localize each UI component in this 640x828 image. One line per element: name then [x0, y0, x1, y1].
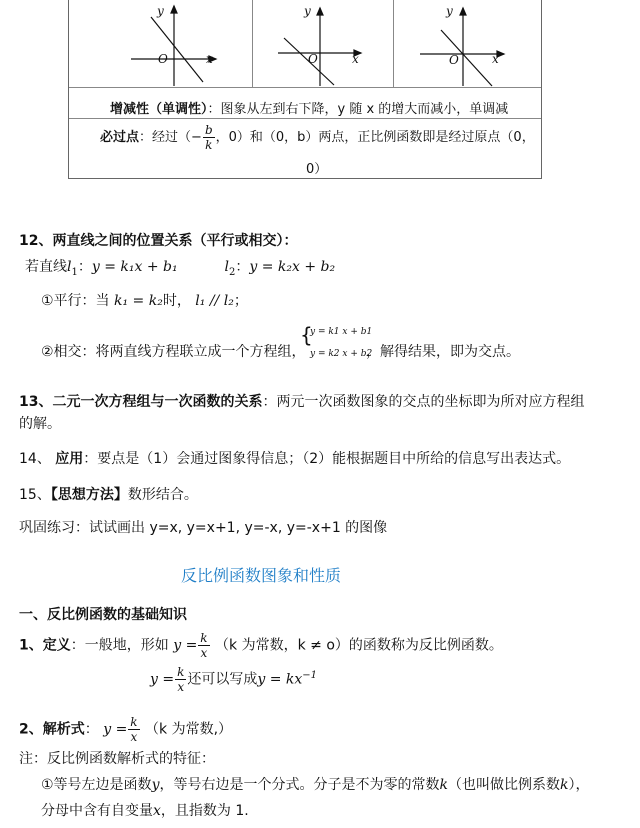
- note-y: y: [151, 777, 160, 793]
- definition-post: 的函数称为反比例函数。: [348, 637, 503, 654]
- section-14: [19, 448, 570, 468]
- origin-label: O: [449, 53, 459, 67]
- alt-exponent: −1: [302, 669, 318, 681]
- line-definitions: 若直线$l_1$：y = k₁x + b₁ $l_2$：y = k₂x + b₂: [25, 259, 336, 278]
- analytic-label: 解析式: [42, 721, 85, 738]
- alt-equation: y = kx: [257, 671, 303, 688]
- section-14-number: 14、: [19, 451, 51, 467]
- alt-y-eq: y =: [150, 671, 175, 688]
- parallel-row: [41, 290, 248, 310]
- note-line1-end: ），: [568, 777, 590, 793]
- section-13-heading: 13、二元一次方程组与一次函数的关系: [19, 394, 263, 410]
- fraction-numerator: b: [204, 123, 213, 137]
- point-end: 0）: [306, 162, 328, 177]
- note-line-2: [41, 800, 249, 820]
- section-15: [19, 484, 198, 504]
- section-12-heading: 12、两直线之间的位置关系（平行或相交）：: [19, 233, 298, 249]
- point-pre: ：经过（: [139, 130, 192, 145]
- point-fraction: [203, 124, 215, 151]
- note-k2: k: [559, 777, 569, 793]
- analytic-fraction: [128, 716, 139, 743]
- origin-label: O: [158, 52, 168, 66]
- note-line1-paren: （也叫做比例系数: [447, 777, 560, 793]
- section-15-text: 数形结合。: [127, 487, 198, 503]
- note-label: 注：反比例函数解析式的特征：: [19, 751, 215, 767]
- note-line2-end: ，且指数为 1.: [160, 803, 249, 819]
- definition-fraction: [198, 632, 209, 659]
- definition-row: [19, 632, 503, 659]
- note-line-1: [41, 774, 589, 794]
- alt-fraction: [175, 666, 186, 693]
- system-brace: {: [300, 323, 313, 347]
- parallel-prefix: ①平行：当: [41, 293, 110, 309]
- line1-equation: y = k₁x + b₁: [91, 259, 178, 275]
- section-14-text: ：要点是（1）会通过图象得信息；（2）能根据题目中所给的信息写出表达式。: [83, 451, 571, 467]
- basics-heading: 一、反比例函数的基础知识: [19, 607, 187, 623]
- analytic-row: [19, 716, 232, 743]
- table-divider: [69, 118, 541, 119]
- l2-symbol: l: [224, 259, 229, 275]
- fraction-denominator: x: [177, 680, 185, 694]
- if-line-text: 若直线: [25, 259, 67, 275]
- section-14-label: 应用: [55, 451, 84, 467]
- fraction-denominator: x: [200, 646, 208, 660]
- intersect-end: ，解得结果，即为交点。: [366, 344, 520, 360]
- analytic-colon: ：: [84, 721, 99, 738]
- section-13-text: ：两元一次函数图象的交点的坐标即为所对应方程组: [262, 394, 585, 410]
- fraction-numerator: k: [200, 631, 208, 645]
- definition-number: 1、: [19, 637, 43, 654]
- section-13-line2: 的解。: [19, 416, 61, 432]
- analytic-condition: （k 为常数,）: [145, 721, 233, 738]
- point-row: [100, 124, 535, 151]
- parallel-condition: k₁ = k₂: [114, 293, 163, 309]
- definition-condition: （k 为常数，k ≠ o）: [215, 637, 349, 654]
- note-x: x: [153, 803, 161, 819]
- fraction-denominator: k: [205, 138, 213, 152]
- alternate-form-row: [150, 666, 317, 693]
- definition-pre: ：一般地，形如: [70, 637, 169, 654]
- section-15-label: 【思想方法】: [50, 487, 128, 503]
- fraction-denominator: x: [130, 730, 138, 744]
- axis-label-y: y: [157, 4, 164, 18]
- monotonic-row: [110, 98, 508, 117]
- page-title: 反比例函数图象和性质: [181, 566, 342, 585]
- origin-label: O: [308, 52, 318, 66]
- section-15-number: 15、: [19, 487, 51, 503]
- section-13-line1: [19, 391, 584, 411]
- parallel-relation: l₁ // l₂: [195, 293, 234, 309]
- point-mid: ，0）和（0，b）两点，正比例函数即是经过原点（0，: [215, 130, 535, 145]
- minus-sign: −: [191, 130, 202, 145]
- fraction-numerator: k: [177, 665, 185, 679]
- axis-label-x: x: [352, 52, 359, 66]
- axis-label-x: x: [206, 52, 213, 66]
- note-line1-pre: ①等号左边是函数: [41, 777, 152, 793]
- intersect-text: ②相交：将两直线方程联立成一个方程组，: [41, 344, 306, 360]
- note-line2-pre: 分母中含有自变量: [41, 803, 153, 819]
- l1-symbol: l: [67, 259, 72, 275]
- line2-equation: y = k₂x + b₂: [249, 259, 336, 275]
- parallel-end: ；: [233, 293, 248, 309]
- alt-text: 还可以写成: [187, 671, 258, 688]
- point-label: 必过点: [100, 130, 140, 145]
- monotonic-label: 增减性（单调性）: [110, 102, 208, 117]
- definition-y-eq: y =: [173, 637, 198, 654]
- monotonic-text: ：图象从左到右下降，y 随 x 的增大而减小，单调减: [207, 102, 509, 117]
- axis-label-x: x: [492, 52, 499, 66]
- analytic-number: 2、: [19, 721, 43, 738]
- note-k: k: [439, 777, 448, 793]
- practice-text: 巩固练习：试试画出 y=x, y=x+1, y=-x, y=-x+1 的图像: [19, 520, 388, 536]
- fraction-numerator: k: [130, 715, 138, 729]
- note-line1-mid: ，等号右边是一个分式。分子是不为零的常数: [159, 777, 440, 793]
- definition-label: 定义: [42, 637, 71, 654]
- system-line-2: y = k2 x + b2: [310, 349, 373, 359]
- analytic-y-eq: y =: [103, 721, 128, 738]
- system-line-1: y = k1 x + b1: [310, 327, 373, 337]
- axis-label-y: y: [446, 4, 453, 18]
- parallel-when: 时，: [162, 293, 191, 309]
- axis-label-y: y: [304, 4, 311, 18]
